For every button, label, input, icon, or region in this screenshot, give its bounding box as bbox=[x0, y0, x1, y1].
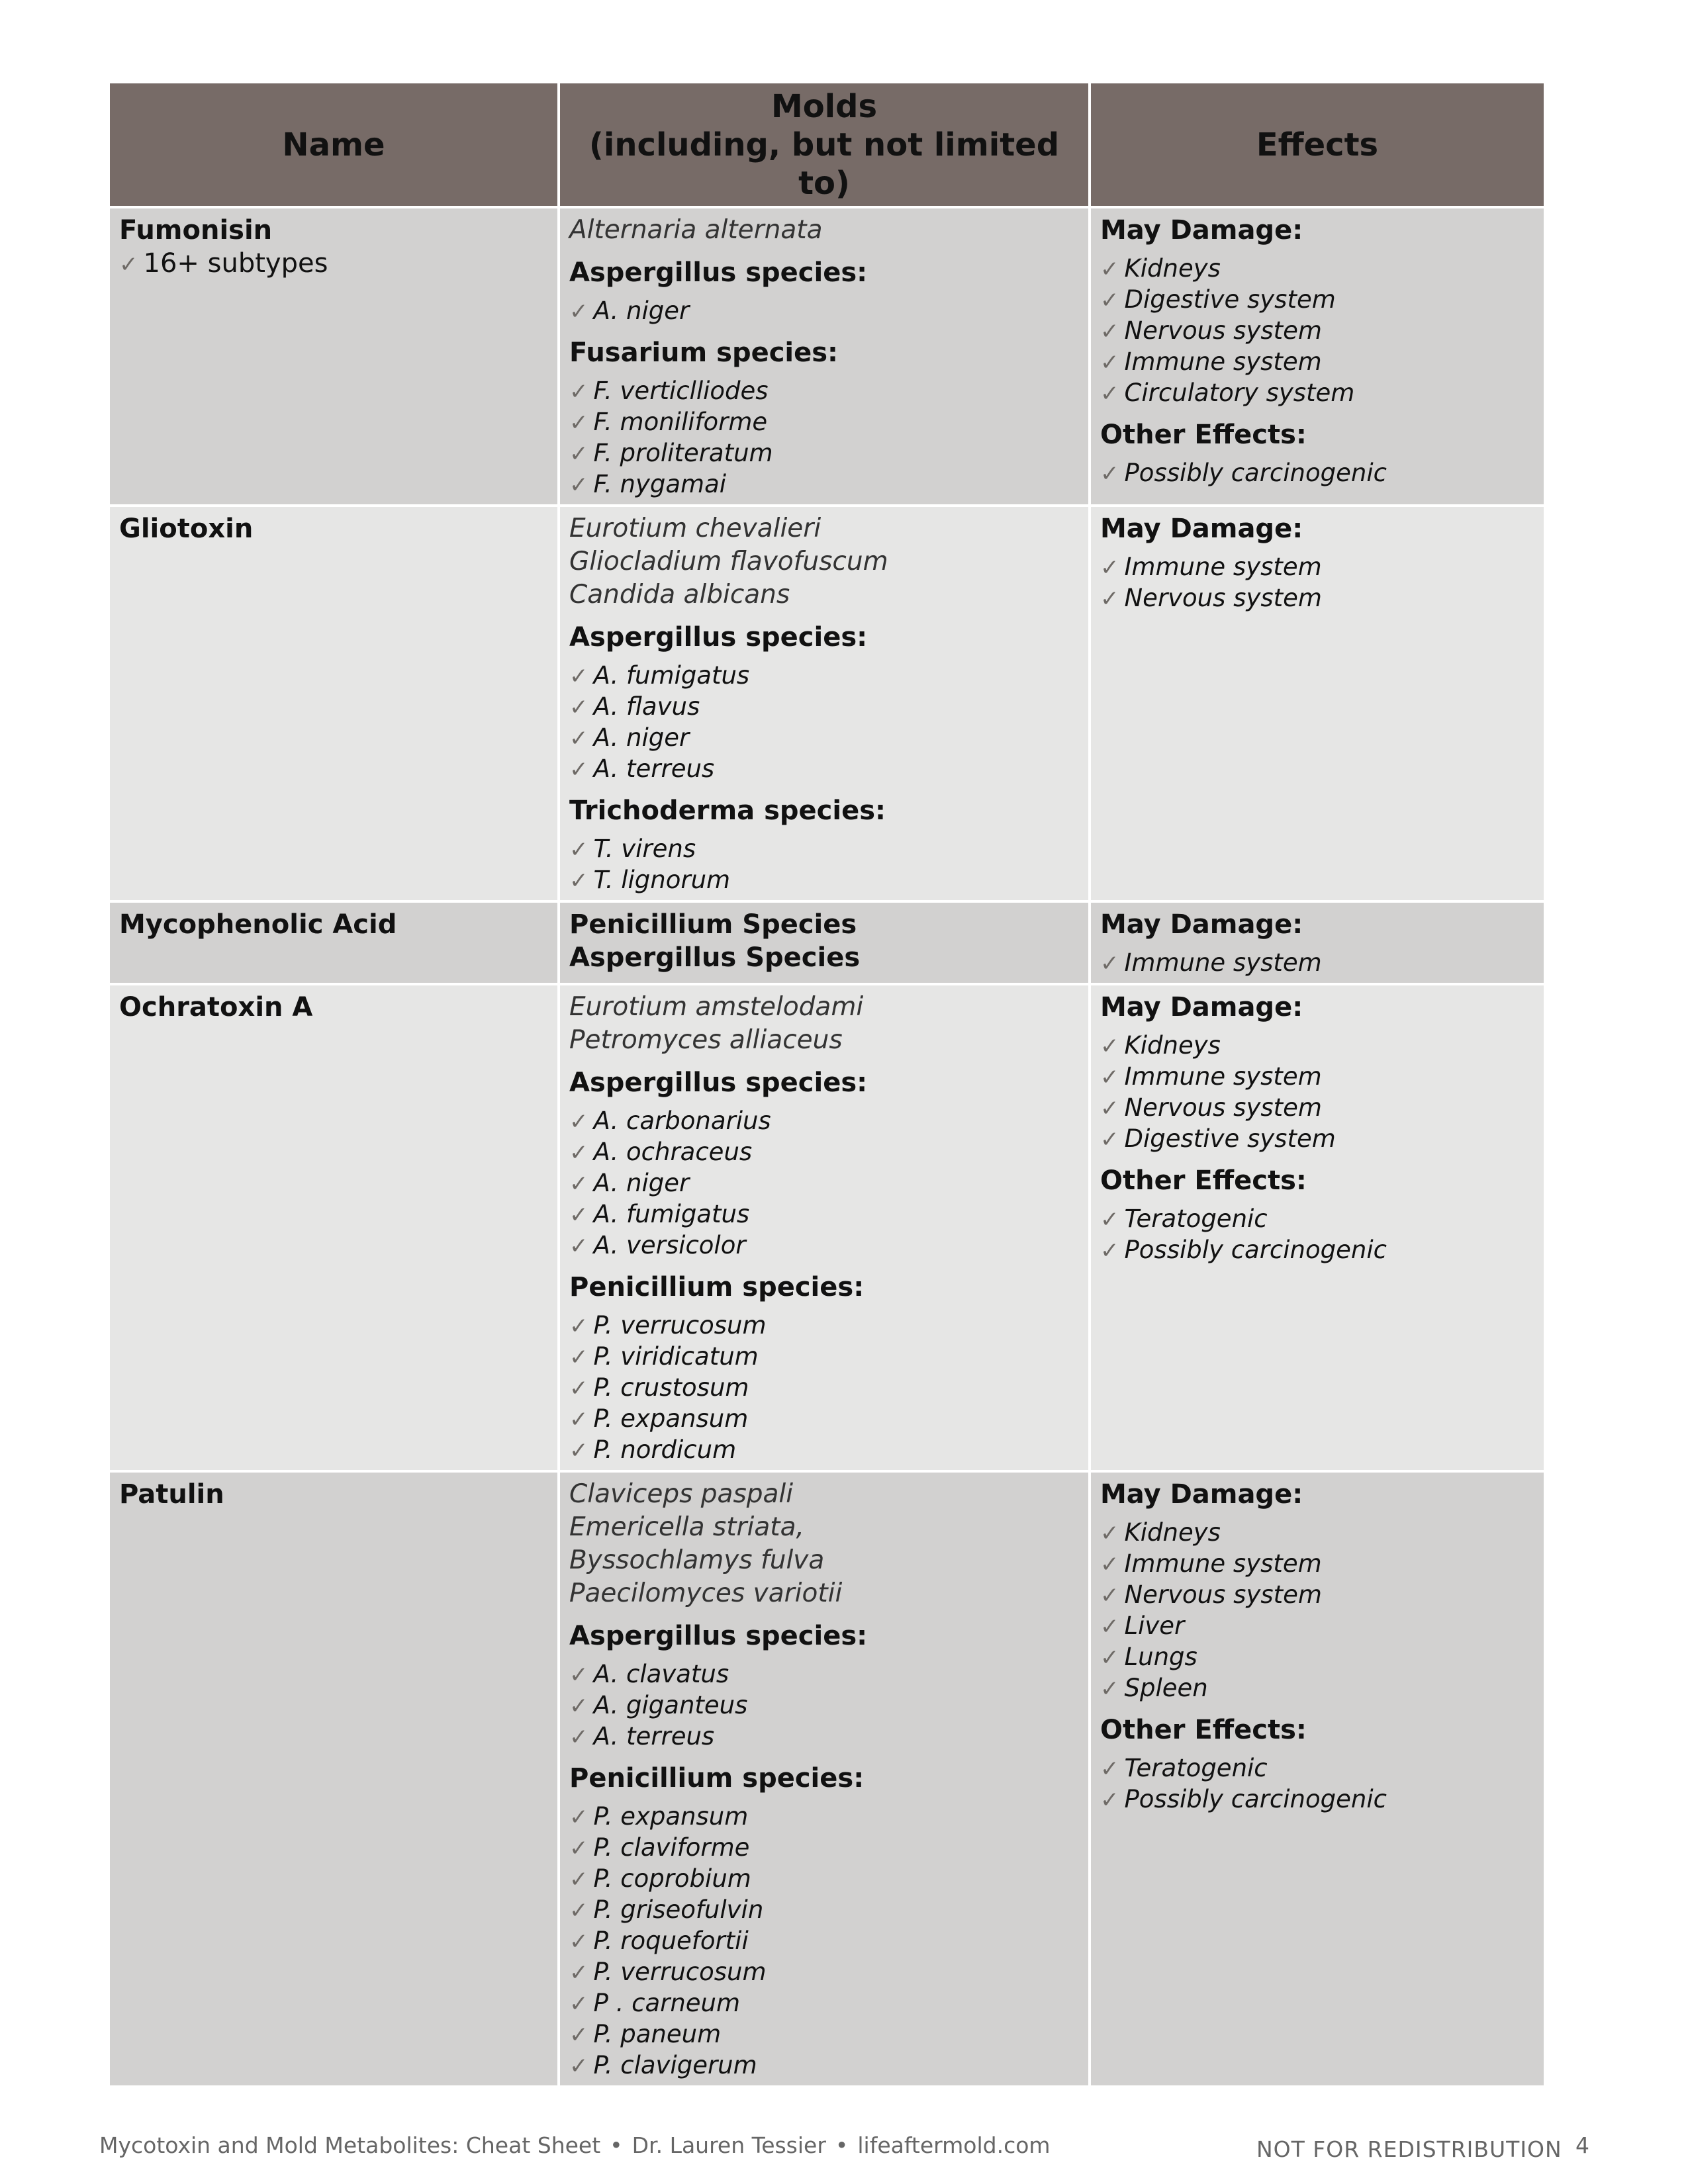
checkmark-icon: ✓ bbox=[569, 663, 588, 690]
effects-title: May Damage: bbox=[1100, 514, 1303, 544]
species-group-title: Penicillium species: bbox=[569, 1272, 865, 1302]
header-name: Name bbox=[109, 82, 559, 207]
checklist bbox=[1100, 552, 1534, 614]
list-item bbox=[1100, 1753, 1534, 1784]
checkmark-icon: ✓ bbox=[569, 472, 588, 498]
header-molds bbox=[559, 82, 1090, 207]
header-molds-line1: Molds bbox=[771, 87, 878, 125]
list-item-text: Digestive system bbox=[1124, 1124, 1336, 1153]
list-item bbox=[569, 1435, 1079, 1466]
checkmark-icon: ✓ bbox=[569, 1897, 588, 1924]
checklist bbox=[569, 834, 1079, 896]
subtypes-line bbox=[119, 247, 548, 281]
effects-title: May Damage: bbox=[1100, 1479, 1303, 1510]
species-name: Claviceps paspali bbox=[569, 1479, 794, 1509]
list-item bbox=[569, 1168, 1079, 1199]
checkmark-icon: ✓ bbox=[1100, 1238, 1119, 1264]
list-item bbox=[569, 1988, 1079, 2019]
species-name: Emericella striata, bbox=[569, 1512, 804, 1542]
checkmark-icon: ✓ bbox=[1100, 555, 1119, 581]
list-item bbox=[1100, 316, 1534, 347]
list-item-text: F. verticlliodes bbox=[593, 377, 769, 405]
list-item bbox=[569, 2050, 1079, 2081]
checkmark-icon: ✓ bbox=[1100, 1206, 1119, 1233]
checklist bbox=[1100, 1204, 1534, 1266]
list-item-text: Possibly carcinogenic bbox=[1124, 459, 1387, 487]
checkmark-icon: ✓ bbox=[569, 1929, 588, 1955]
list-item-text: T. virens bbox=[593, 835, 696, 863]
list-item-text: Possibly carcinogenic bbox=[1124, 1236, 1387, 1264]
list-item bbox=[1100, 1673, 1534, 1704]
checkmark-icon: ✓ bbox=[569, 1960, 588, 1986]
list-item bbox=[569, 376, 1079, 407]
list-item-text: Kidneys bbox=[1124, 1031, 1221, 1060]
list-item bbox=[1100, 1518, 1534, 1549]
checkmark-icon: ✓ bbox=[569, 694, 588, 721]
cell-effects bbox=[1090, 901, 1545, 984]
table-row bbox=[109, 901, 1545, 984]
cell-name bbox=[109, 207, 559, 506]
list-item bbox=[1100, 378, 1534, 409]
species-group-title: Fusarium species: bbox=[569, 338, 839, 368]
list-item bbox=[1100, 1235, 1534, 1266]
checkmark-icon: ✓ bbox=[569, 379, 588, 405]
effects-title: Other Effects: bbox=[1100, 420, 1307, 450]
cell-molds bbox=[559, 207, 1090, 506]
effects-title: Other Effects: bbox=[1100, 1715, 1307, 1745]
checkmark-icon: ✓ bbox=[569, 1406, 588, 1433]
checkmark-icon: ✓ bbox=[1100, 1614, 1119, 1640]
checkmark-icon: ✓ bbox=[569, 1991, 588, 2017]
species-group-title: Aspergillus species: bbox=[569, 1621, 868, 1651]
checkmark-icon: ✓ bbox=[569, 298, 588, 325]
checkmark-icon: ✓ bbox=[569, 1375, 588, 1402]
list-item bbox=[569, 754, 1079, 785]
species-name: Petromyces alliaceus bbox=[569, 1025, 843, 1055]
table-row bbox=[109, 506, 1545, 901]
table-body bbox=[109, 207, 1545, 2087]
list-item-text: P. expansum bbox=[593, 1802, 749, 1831]
list-item bbox=[569, 834, 1079, 865]
cell-effects bbox=[1090, 207, 1545, 506]
checkmark-icon: ✓ bbox=[1100, 256, 1119, 283]
species-group-title: Trichoderma species: bbox=[569, 796, 886, 826]
checkmark-icon: ✓ bbox=[1100, 1756, 1119, 1782]
list-item bbox=[569, 407, 1079, 438]
footer-site-link[interactable]: lifeaftermold.com bbox=[857, 2132, 1051, 2158]
checklist bbox=[569, 376, 1079, 500]
checkmark-icon: ✓ bbox=[569, 1437, 588, 1464]
checklist bbox=[569, 1106, 1079, 1261]
list-item bbox=[569, 1895, 1079, 1926]
list-item bbox=[1100, 1062, 1534, 1093]
mycotoxin-name: Mycophenolic Acid bbox=[119, 909, 397, 940]
list-item bbox=[569, 1342, 1079, 1373]
list-item-text: Teratogenic bbox=[1124, 1205, 1268, 1233]
list-item-text: Kidneys bbox=[1124, 254, 1221, 283]
checkmark-icon: ✓ bbox=[1100, 586, 1119, 612]
cell-effects bbox=[1090, 1471, 1545, 2087]
list-item-text: P. nordicum bbox=[593, 1435, 737, 1464]
cell-molds bbox=[559, 984, 1090, 1471]
list-item-text: Spleen bbox=[1124, 1674, 1208, 1702]
checkmark-icon: ✓ bbox=[569, 837, 588, 863]
checkmark-icon: ✓ bbox=[569, 1202, 588, 1228]
list-item-text: Immune system bbox=[1124, 553, 1322, 581]
list-item-text: A. clavatus bbox=[593, 1660, 729, 1688]
list-item-text: P. roquefortii bbox=[593, 1927, 749, 1955]
list-item bbox=[569, 1404, 1079, 1435]
table-row bbox=[109, 1471, 1545, 2087]
list-item-text: Teratogenic bbox=[1124, 1754, 1268, 1782]
checkmark-icon: ✓ bbox=[569, 1662, 588, 1688]
list-item-text: A. fumigatus bbox=[593, 1200, 750, 1228]
species-name: Candida albicans bbox=[569, 580, 790, 610]
list-item-text: P. viridicatum bbox=[593, 1342, 759, 1371]
checkmark-icon: ✓ bbox=[1100, 318, 1119, 345]
effects-title: Other Effects: bbox=[1100, 1165, 1307, 1196]
list-item bbox=[1100, 458, 1534, 489]
list-item-text: Immune system bbox=[1124, 347, 1322, 376]
list-item-text: A. flavus bbox=[593, 692, 700, 721]
list-item bbox=[569, 1721, 1079, 1752]
checkmark-icon: ✓ bbox=[569, 410, 588, 436]
list-item bbox=[569, 1864, 1079, 1895]
list-item bbox=[1100, 583, 1534, 614]
checkmark-icon: ✓ bbox=[1100, 1645, 1119, 1671]
list-item-text: A. giganteus bbox=[593, 1691, 748, 1719]
list-item bbox=[569, 1230, 1079, 1261]
species-group-title: Penicillium species: bbox=[569, 1763, 865, 1794]
checkmark-icon: ✓ bbox=[569, 1171, 588, 1197]
cell-effects bbox=[1090, 984, 1545, 1471]
list-item bbox=[1100, 948, 1534, 979]
checklist bbox=[1100, 1030, 1534, 1155]
mycotoxin-table bbox=[107, 81, 1546, 2088]
checkmark-icon: ✓ bbox=[569, 2022, 588, 2048]
list-item-text: Lungs bbox=[1124, 1643, 1197, 1671]
checkmark-icon: ✓ bbox=[569, 1724, 588, 1751]
list-item-text: Immune system bbox=[1124, 948, 1322, 977]
list-item bbox=[569, 1833, 1079, 1864]
checkmark-icon: ✓ bbox=[569, 725, 588, 752]
footer-notice: NOT FOR REDISTRIBUTION bbox=[1256, 2136, 1562, 2162]
list-item bbox=[569, 1801, 1079, 1833]
species-name: Byssochlamys fulva bbox=[569, 1545, 825, 1575]
cell-name bbox=[109, 506, 559, 901]
checkmark-icon: ✓ bbox=[569, 1109, 588, 1135]
checkmark-icon: ✓ bbox=[569, 1693, 588, 1719]
species-name: Eurotium amstelodami bbox=[569, 992, 864, 1022]
list-item bbox=[569, 660, 1079, 692]
list-item bbox=[1100, 552, 1534, 583]
list-item-text: Immune system bbox=[1124, 1549, 1322, 1578]
checklist bbox=[569, 1659, 1079, 1752]
header-effects: Effects bbox=[1090, 82, 1545, 207]
list-item bbox=[1100, 1030, 1534, 1062]
list-item bbox=[1100, 1549, 1534, 1580]
list-item-text: F. nygamai bbox=[593, 470, 727, 498]
species-group-title: Aspergillus species: bbox=[569, 257, 868, 288]
list-item-text: Nervous system bbox=[1124, 584, 1322, 612]
list-item-text: Immune system bbox=[1124, 1062, 1322, 1091]
checkmark-icon: ✓ bbox=[1100, 1676, 1119, 1702]
checklist bbox=[569, 660, 1079, 785]
mycotoxin-name: Gliotoxin bbox=[119, 514, 254, 544]
checkmark-icon: ✓ bbox=[569, 1313, 588, 1340]
list-item bbox=[1100, 1093, 1534, 1124]
list-item-text: P . carneum bbox=[593, 1989, 741, 2017]
checkmark-icon: ✓ bbox=[569, 441, 588, 467]
list-item bbox=[569, 438, 1079, 469]
list-item-text: Nervous system bbox=[1124, 316, 1322, 345]
list-item bbox=[1100, 253, 1534, 285]
list-item-text: A. versicolor bbox=[593, 1231, 746, 1259]
footer-author: Dr. Lauren Tessier bbox=[632, 2132, 826, 2158]
header-molds-line2: (including, but not limited to) bbox=[588, 126, 1060, 202]
table-row bbox=[109, 207, 1545, 506]
list-item bbox=[1100, 1580, 1534, 1611]
list-item-text: Possibly carcinogenic bbox=[1124, 1785, 1387, 1813]
mycotoxin-name: Patulin bbox=[119, 1479, 224, 1510]
cell-name bbox=[109, 901, 559, 984]
checkmark-icon: ✓ bbox=[569, 1835, 588, 1862]
list-item-text: P. verrucosum bbox=[593, 1311, 767, 1340]
list-item-text: A. fumigatus bbox=[593, 661, 750, 690]
species-name: Paecilomyces variotii bbox=[569, 1578, 843, 1608]
checkmark-icon: ✓ bbox=[1100, 1582, 1119, 1609]
checkmark-icon: ✓ bbox=[1100, 1551, 1119, 1578]
list-item-text: F. proliteratum bbox=[593, 439, 773, 467]
subtypes-text: 16+ subtypes bbox=[143, 248, 328, 279]
species-group-title: Aspergillus species: bbox=[569, 1068, 868, 1098]
footer bbox=[99, 2132, 1051, 2158]
list-item-text: A. terreus bbox=[593, 754, 715, 783]
list-item-text: Kidneys bbox=[1124, 1518, 1221, 1547]
footer-separator: • bbox=[835, 2132, 849, 2158]
checkmark-icon: ✓ bbox=[119, 251, 138, 278]
mycotoxin-name: Fumonisin bbox=[119, 215, 273, 246]
table-row bbox=[109, 984, 1545, 1471]
list-item bbox=[569, 1373, 1079, 1404]
checkmark-icon: ✓ bbox=[1100, 1033, 1119, 1060]
list-item bbox=[569, 469, 1079, 500]
species-group-title: Aspergillus species: bbox=[569, 622, 868, 653]
list-item-text: P. griseofulvin bbox=[593, 1895, 764, 1924]
effects-title: May Damage: bbox=[1100, 909, 1303, 940]
checkmark-icon: ✓ bbox=[1100, 1787, 1119, 1813]
cell-molds bbox=[559, 506, 1090, 901]
footer-separator: • bbox=[610, 2132, 623, 2158]
list-item-text: P. clavigerum bbox=[593, 2051, 757, 2079]
checklist bbox=[1100, 1518, 1534, 1704]
checkmark-icon: ✓ bbox=[1100, 1520, 1119, 1547]
list-item-text: P. verrucosum bbox=[593, 1958, 767, 1986]
list-item bbox=[1100, 1784, 1534, 1815]
mycotoxin-name: Ochratoxin A bbox=[119, 992, 313, 1023]
list-item-text: Nervous system bbox=[1124, 1580, 1322, 1609]
checkmark-icon: ✓ bbox=[569, 1140, 588, 1166]
list-item bbox=[569, 1199, 1079, 1230]
cell-molds bbox=[559, 901, 1090, 984]
list-item-text: F. moniliforme bbox=[593, 408, 768, 436]
list-item-text: A. carbonarius bbox=[593, 1107, 771, 1135]
list-item-text: P. paneum bbox=[593, 2020, 722, 2048]
checklist bbox=[569, 296, 1079, 327]
list-item-text: A. niger bbox=[593, 723, 690, 752]
list-item bbox=[569, 1310, 1079, 1342]
list-item-text: Nervous system bbox=[1124, 1093, 1322, 1122]
checkmark-icon: ✓ bbox=[1100, 287, 1119, 314]
checkmark-icon: ✓ bbox=[569, 1866, 588, 1893]
cell-effects bbox=[1090, 506, 1545, 901]
list-item bbox=[569, 296, 1079, 327]
list-item-text: T. lignorum bbox=[593, 866, 731, 894]
checklist bbox=[1100, 1753, 1534, 1815]
list-item bbox=[569, 1659, 1079, 1690]
list-item bbox=[569, 2019, 1079, 2050]
list-item-text: P. expansum bbox=[593, 1404, 749, 1433]
list-item-text: A. ochraceus bbox=[593, 1138, 753, 1166]
list-item bbox=[1100, 1642, 1534, 1673]
checkmark-icon: ✓ bbox=[1100, 349, 1119, 376]
list-item bbox=[1100, 1124, 1534, 1155]
list-item bbox=[569, 723, 1079, 754]
list-item bbox=[1100, 347, 1534, 378]
list-item-text: Liver bbox=[1124, 1612, 1185, 1640]
species-name: Eurotium chevalieri bbox=[569, 514, 821, 543]
checklist bbox=[1100, 253, 1534, 409]
checkmark-icon: ✓ bbox=[1100, 1064, 1119, 1091]
list-item-text: Circulatory system bbox=[1124, 379, 1355, 407]
list-item-text: A. niger bbox=[593, 1169, 690, 1197]
effects-title: May Damage: bbox=[1100, 992, 1303, 1023]
checkmark-icon: ✓ bbox=[1100, 1095, 1119, 1122]
table-header-row bbox=[109, 82, 1545, 207]
species-group-name: Aspergillus Species bbox=[569, 942, 861, 973]
list-item-text: A. terreus bbox=[593, 1722, 715, 1751]
checkmark-icon: ✓ bbox=[569, 2053, 588, 2079]
list-item bbox=[1100, 1204, 1534, 1235]
list-item bbox=[569, 865, 1079, 896]
checkmark-icon: ✓ bbox=[1100, 381, 1119, 407]
checkmark-icon: ✓ bbox=[569, 1344, 588, 1371]
list-item bbox=[1100, 1611, 1534, 1642]
checkmark-icon: ✓ bbox=[569, 1804, 588, 1831]
checklist bbox=[569, 1801, 1079, 2081]
checklist bbox=[1100, 458, 1534, 489]
checkmark-icon: ✓ bbox=[1100, 1126, 1119, 1153]
list-item bbox=[569, 1926, 1079, 1957]
checkmark-icon: ✓ bbox=[1100, 461, 1119, 487]
list-item bbox=[569, 1137, 1079, 1168]
cell-name bbox=[109, 984, 559, 1471]
checklist bbox=[569, 1310, 1079, 1466]
list-item-text: P. coprobium bbox=[593, 1864, 751, 1893]
footer-title: Mycotoxin and Mold Metabolites: Cheat Sheet bbox=[99, 2132, 601, 2158]
species-name: Gliocladium flavofuscum bbox=[569, 547, 888, 576]
checklist bbox=[1100, 948, 1534, 979]
checkmark-icon: ✓ bbox=[569, 1233, 588, 1259]
checkmark-icon: ✓ bbox=[1100, 950, 1119, 977]
checkmark-icon: ✓ bbox=[569, 756, 588, 783]
list-item-text: P. claviforme bbox=[593, 1833, 750, 1862]
cell-molds bbox=[559, 1471, 1090, 2087]
list-item-text: Digestive system bbox=[1124, 285, 1336, 314]
species-group-name: Penicillium Species bbox=[569, 909, 857, 940]
list-item-text: P. crustosum bbox=[593, 1373, 749, 1402]
list-item bbox=[569, 1690, 1079, 1721]
effects-title: May Damage: bbox=[1100, 215, 1303, 246]
list-item bbox=[1100, 285, 1534, 316]
list-item-text: A. niger bbox=[593, 296, 690, 325]
cell-name bbox=[109, 1471, 559, 2087]
list-item bbox=[569, 1106, 1079, 1137]
page-number: 4 bbox=[1575, 2132, 1589, 2158]
list-item bbox=[569, 1957, 1079, 1988]
list-item bbox=[569, 692, 1079, 723]
checkmark-icon: ✓ bbox=[569, 868, 588, 894]
species-name: Alternaria alternata bbox=[569, 215, 823, 245]
